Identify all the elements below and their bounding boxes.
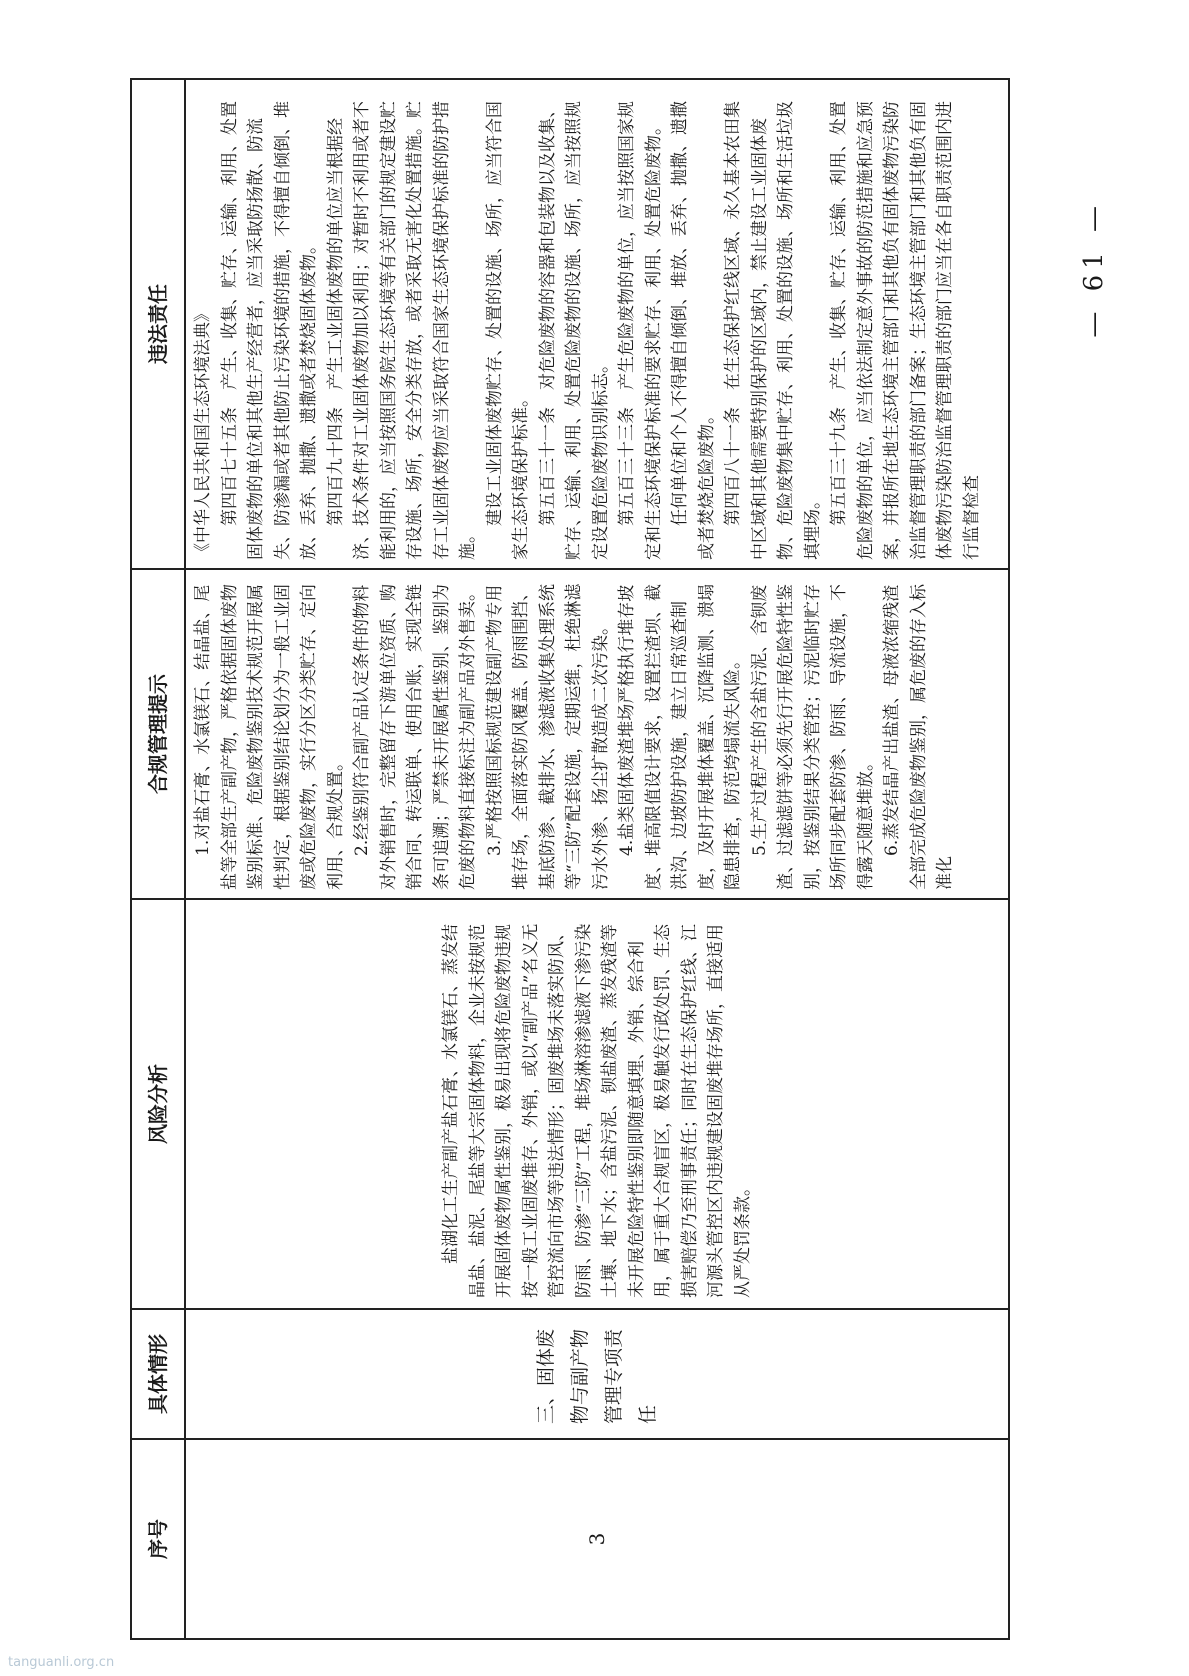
header-liability: 违法责任 <box>131 79 185 569</box>
liability-clause: 第四百八十一条 在生态保护红线区域、永久基本农田集中区域和其他需要特别保护的区域内，禁止建设工业固体废物、危险废物集中贮存、利用、处置的设施、场所和生活垃圾填埋场。 <box>723 101 823 560</box>
compliance-item: 2.经鉴别符合副产品认定条件的物料对外销售时，完整留存下游单位资质、购销合同、转运联单、使用台账，实现全链条可追溯；严禁未开展属性鉴别、鉴别为危废的物料直接标注为副产品对外售卖。 <box>352 584 478 890</box>
risk-text: 盐湖化工生产副产盐石膏、水氯镁石、蒸发结晶盐、盐泥、尾盐等大宗固体物料，企业未按规范开展固体废物属性鉴别，极易出现将危险废物违规按一般工业固废堆存、外销，或以“副产品”名义无管控流向市场等违法情形；固废堆场未落实防风、防雨、防渗“三防”工程，堆场淋溶渗滤液下渗污染土壤、地下水；含盐污泥、钡盐废渣、蒸发残渣等未开展危险特性鉴别即随意填埋、外销、综合利用，属于重大合规盲区，极易触发行政处罚、生态损害赔偿乃至刑事责任；同时在生态保护红线、江河源头管控区内违规建设固废堆存场所，直接适用从严处罚条款。 <box>441 923 753 1298</box>
compliance-item: 4.盐类固体废渣堆场严格执行堆存坡度、堆高限值设计要求，设置拦渣坝、截洪沟、边坡防护设施，建立日常巡查制度，及时开展堆体覆盖、沉降监测、溃塌隐患排查，防范垮塌流失风险。 <box>617 584 743 890</box>
liability-clause: 第四百九十四条 产生工业固体废物的单位应当根据经济、技术条件对工业固体废物加以利用；对暂时不利用或者不能利用的，应当按照国务院生态环境等有关部门的规定建设贮存设施、场所，安全分类存放，或者采取无害化处置措施。贮存工业固体废物应当采取符合国家生态环境保护标准的防护措施。 <box>325 101 478 560</box>
compliance-list <box>190 578 959 890</box>
header-situation: 具体情形 <box>131 1309 185 1439</box>
risk-cell <box>185 899 1009 1309</box>
liability-clause: 第五百三十三条 产生危险废物的单位，应当按照国家规定和生态环境保护标准的要求贮存、利用、处置危险废物。 <box>617 101 664 560</box>
liability-clause: 第四百七十五条 产生、收集、贮存、运输、利用、处置固体废物的单位和其他生产经营者，应当采取防扬散、防流失、防渗漏或者其他防止污染环境的措施，不得擅自倾倒、堆放、丢弃、抛撒、遗撒或者焚烧固体废物。 <box>219 101 319 560</box>
compliance-table <box>130 78 1010 1640</box>
page-number: — 61 — <box>1079 200 1109 338</box>
header-risk: 风险分析 <box>131 899 185 1309</box>
liability-list <box>190 88 985 560</box>
header-no: 序号 <box>131 1439 185 1639</box>
table-row <box>185 79 1009 1639</box>
liability-clause: 任何单位和个人不得擅自倾倒、堆放、丢弃、抛撒、遗撒或者焚烧危险废物。 <box>670 101 717 560</box>
rotated-table-page <box>130 80 1010 1640</box>
header-compliance: 合规管理提示 <box>131 569 185 899</box>
row-number: 3 <box>185 1439 1009 1639</box>
liability-cell <box>185 79 1009 569</box>
liability-clause: 《中华人民共和国生态环境法典》 <box>193 305 213 560</box>
liability-clause: 第五百三十九条 产生、收集、贮存、运输、利用、处置危险废物的单位，应当依法制定意外事故的防范措施和应急预案，并报所在地生态环境主管部门和其他负有固体废物污染防治监督管理职责的部门备案；生态环境主管部门和其他负有固体废物污染防治监督管理职责的部门应当在各自职责范围内进行监督检查 <box>829 101 982 560</box>
compliance-item: 1.对盐石膏、水氯镁石、结晶盐、尾盐等全部生产副产物，严格依据固体废物鉴别标准、危险废物鉴别技术规范开展属性判定，根据鉴别结论划分为一般工业固废或危险废物，实行分区分类贮存、定向利用、合规处置。 <box>193 584 346 890</box>
compliance-item: 6.蒸发结晶产出盐渣、母液浓缩残渣全部完成危险废物鉴别，属危废的存入标准化 <box>882 584 955 890</box>
compliance-item: 5.生产过程产生的含盐污泥、含钡废渣、过滤滤饼等必须先行开展危险特性鉴别，按鉴别结果分类管控；污泥临时贮存场所同步配套防渗、防雨、导流设施，不得露天随意堆放。 <box>749 584 876 890</box>
watermark: tanguanli.org.cn <box>8 1655 115 1670</box>
compliance-item: 3.严格按照国标规范建设副产物专用堆存场，全面落实防风覆盖、防雨围挡、基底防渗、截排水、渗滤液收集处理系统等“三防”配套设施，定期运维，杜绝淋滤污水外渗、扬尘扩散造成二次污染。 <box>484 583 611 890</box>
table-header-row <box>131 79 185 1639</box>
situation-cell: 三、固体废物与副产物管理专项责任 <box>185 1309 1009 1439</box>
compliance-cell <box>185 569 1009 899</box>
liability-clause: 第五百三十一条 对危险废物的容器和包装物以及收集、贮存、运输、利用、处置危险废物的设施、场所，应当按照规定设置危险废物识别标志。 <box>537 101 611 560</box>
liability-clause: 建设工业固体废物贮存、处置的设施、场所，应当符合国家生态环境保护标准。 <box>484 101 531 560</box>
